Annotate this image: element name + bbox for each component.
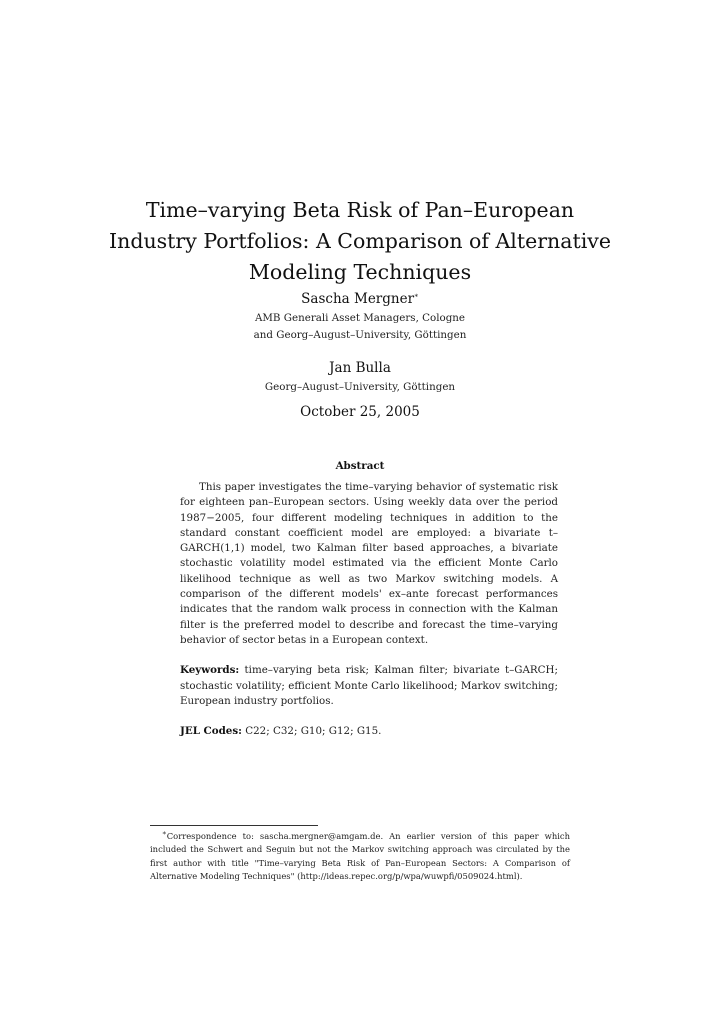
jel-paragraph xyxy=(180,724,558,739)
keywords-text: time–varying beta risk; Kalman filter; bivariate t–GARCH; stochastic volatility; efficient Monte Carlo likelihood; Markov switching; European industry portfolios. xyxy=(180,664,558,707)
paper-date: October 25, 2005 xyxy=(300,404,420,420)
footnote-mark-ref: ∗ xyxy=(162,829,167,838)
title-line-2: Industry Portfolios: A Comparison of Alternative xyxy=(109,229,611,253)
paper-title xyxy=(0,195,720,288)
author-1-affiliation-1: AMB Generali Asset Managers, Cologne xyxy=(254,312,466,324)
jel-codes: C22; C32; G10; G12; G15. xyxy=(245,725,382,738)
abstract-text: This paper investigates the time–varying behavior of systematic risk for eighteen pan–European sectors. Using weekly data over the period 1987−2005, four different modeling techniques in addition to the standard constant coefficient model are employed: a bivariate t–GARCH(1,1) model, two Kalman filter based approaches, a bivariate stochastic volatility model estimated via the efficient Monte Carlo likelihood technique as well as two Markov switching models. A comparison of the different models' ex–ante forecast performances indicates that the random walk process in connection with the Kalman filter is the preferred model to describe and forecast the time–varying behavior of sector betas in a European context. xyxy=(180,481,558,646)
footnote-mark: ∗ xyxy=(414,291,419,300)
abstract-heading: Abstract xyxy=(335,460,385,472)
keywords-label: Keywords: xyxy=(180,664,240,677)
footnote xyxy=(150,830,570,884)
jel-label: JEL Codes: xyxy=(180,725,242,738)
footnote-text: Correspondence to: sascha.mergner@amgam.de. An earlier version of this paper which included the Schwert and Seguin but not the Markov switching approach was circulated by the first author with title "Time–varying Beta Risk of Pan–European Sectors: A Comparison of Alternative Modeling Techniques" (http://ideas.repec.org/p/wpa/wuwpfi/0509024.html). xyxy=(150,831,570,882)
author-2-affiliation-1: Georg–August–University, Göttingen xyxy=(264,381,456,393)
footnote-paragraph xyxy=(150,830,570,884)
title-line-3: Modeling Techniques xyxy=(248,260,472,284)
keywords-paragraph xyxy=(180,663,558,709)
author-1-affiliation-2: and Georg–August–University, Göttingen xyxy=(253,329,467,341)
abstract-body xyxy=(180,480,558,739)
footnote-divider xyxy=(150,825,318,826)
title-line-1: Time–varying Beta Risk of Pan–European xyxy=(145,198,575,222)
author-1-name: Sascha Mergner∗ xyxy=(301,291,419,307)
author-2-name: Jan Bulla xyxy=(329,360,391,376)
